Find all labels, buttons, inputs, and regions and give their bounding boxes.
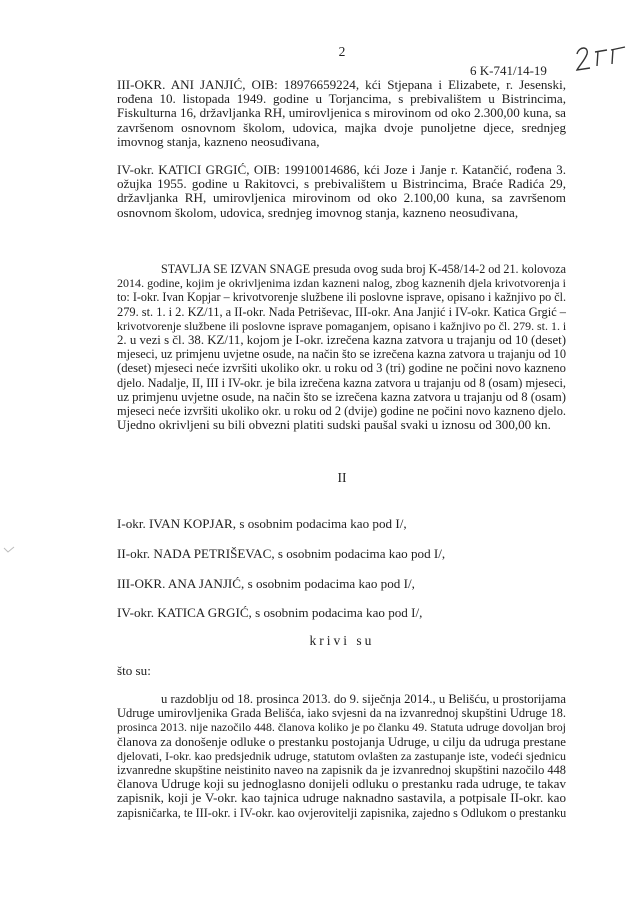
text-line: mjeseci, uz primjenu uvjetne osude, na način što se izrečena kazna zatvora u trajanju od 10: [117, 347, 566, 362]
text-line: djelovati, I-okr. kao predsjednik udruge, statutom ovlašten za zastupanje iste, vodeći sjednicu: [117, 748, 566, 763]
defendant-4-paragraph: [117, 163, 566, 220]
text-line: izvanredne skupštine neistinito naveo na zapisnik da je izvanrednoj skupštini nazočilo 448: [117, 762, 566, 777]
text-line: prosinca 2013. nije nazočilo 448. članova koliko je po članku 49. Statuta udruge dovoljan broj: [117, 720, 566, 735]
annulment-paragraph: [117, 262, 566, 432]
text-line: 279. st. 1. i 2. KZ/11, a II-okr. Nada Petriševac, III-okr. Ana Janjić i IV-okr. Katica Grgić –: [117, 304, 566, 319]
defendant-list-item: IV-okr. KATICA GRGIĆ, s osobnim podacima kao pod I/,: [117, 605, 423, 620]
defendant-list-item: I-okr. IVAN KOPJAR, s osobnim podacima kao pod I/,: [117, 516, 407, 531]
text-line: u razdoblju od 18. prosinca 2013. do 9. siječnja 2014., u Belišću, u prostorijama: [161, 692, 566, 706]
margin-check-mark: [3, 546, 15, 554]
section-heading: II: [337, 470, 347, 485]
text-line: imovnog stanja, kazneno neosuđivana,: [117, 133, 320, 149]
handwritten-folio-number: [573, 42, 629, 72]
case-number: 6 K-741/14-19: [470, 63, 547, 78]
defendant-list-item: II-okr. NADA PETRIŠEVAC, s osobnim podacima kao pod I/,: [117, 546, 446, 561]
text-line: članova Udruge koji su jednoglasno donijeli odluku o prestanku rada udruge, te takav: [117, 776, 566, 792]
what-label: što su:: [117, 663, 151, 678]
text-line: IV-okr. KATICI GRGIĆ, OIB: 19910014686, kći Joze i Janje r. Katančić, rođena 3.: [117, 162, 566, 177]
text-line: Udruge umirovljenika Grada Belišća, iako svjesni da na izvanrednoj skupštini Udruge 18.: [117, 706, 566, 721]
text-line: STAVLJA SE IZVAN SNAGE presuda ovog suda broj K-458/14-2 od 21. kolovoza: [161, 262, 566, 276]
text-line: ožujka 1955. godine u Rakitovci, s prebivalištem u Bistrincima, Braće Radića 29,: [117, 176, 566, 192]
text-line: rođena 10. listopada 1949. godine u Torjancima, s prebivalištem u Bistrincima,: [117, 91, 566, 107]
text-line: mjeseci neće izvršiti ukoliko okr. u roku od 2 (dvije) godine ne počini novo kazneno djelo.: [117, 403, 566, 418]
text-line: državljanka RH, umirovljenica mirovinom od oko 2.100,00 kuna, sa završenom: [117, 190, 566, 206]
text-line: zapisnik, koji je V-okr. kao tajnica udruge naknadno sastavila, a potpisale II-okr. kao: [117, 790, 566, 806]
text-line: 2014. godine, kojim je okrivljenima izdan kazneni nalog, zbog kaznenih djela krivotvorenja i: [117, 276, 566, 291]
facts-paragraph: [117, 692, 566, 820]
text-line: (deset) mjeseci neće izvršiti ukoliko okr. u roku od 3 (tri) godine ne počini novo kazneno: [117, 361, 566, 376]
defendant-list-item: III-OKR. ANA JANJIĆ, s osobnim podacima kao pod I/,: [117, 576, 415, 591]
text-line: uz primjenu uvjetne osude, na način što se izrečena kazna zatvora u trajanju od 8 (osam): [117, 389, 566, 404]
text-line: osnovnom školom, udovica, srednjeg imovnog stanja, kazneno neosuđivana,: [117, 204, 519, 220]
text-line: III-OKR. ANI JANJIĆ, OIB: 18976659224, kći Stjepana i Elizabete, r. Jesenski,: [117, 77, 566, 92]
text-line: djelo. Nadalje, II, III i IV-okr. je bila izrečena kazna zatvora u trajanju od 8 (osam) mjeseci,: [117, 375, 566, 390]
text-line: to: I-okr. Ivan Kopjar – krivotvorenje službene ili poslovne isprave, opisano i kažnjivo po čl.: [117, 290, 566, 305]
text-line: Fiskulturna 16, državljanka RH, umirovljenica s mirovinom od oko 2.300,00 kuna, sa: [117, 105, 566, 121]
page-number: 2: [338, 44, 346, 59]
text-line: Ujedno okrivljeni su bili obvezni platiti sudski paušal svaki u iznosu od 300,00 kn.: [117, 417, 551, 433]
text-line: zapisničarka, te III-okr. i IV-okr. kao ovjerovitelji zapisnika, zajedno s Odlukom o prestanku: [117, 805, 567, 820]
text-line: krivotvorenje službene ili poslovne isprave pomaganjem, opisano i kažnjivo po čl. 279. st. 1. i: [117, 318, 567, 333]
verdict-heading: krivi su: [309, 633, 375, 648]
text-line: 2. u vezi s čl. 38. KZ/11, kojom je I-okr. izrečena kazna zatvora u trajanju od 10 (deset): [117, 332, 566, 347]
text-line: završenom osnovnom školom, udovica, majka dvoje punoljetne djece, srednjeg: [117, 119, 566, 135]
defendant-3-paragraph: [117, 78, 566, 149]
text-line: članova za donošenje odluke o prestanku postojanja Udruge, u cilju da udruga prestane: [117, 734, 566, 749]
